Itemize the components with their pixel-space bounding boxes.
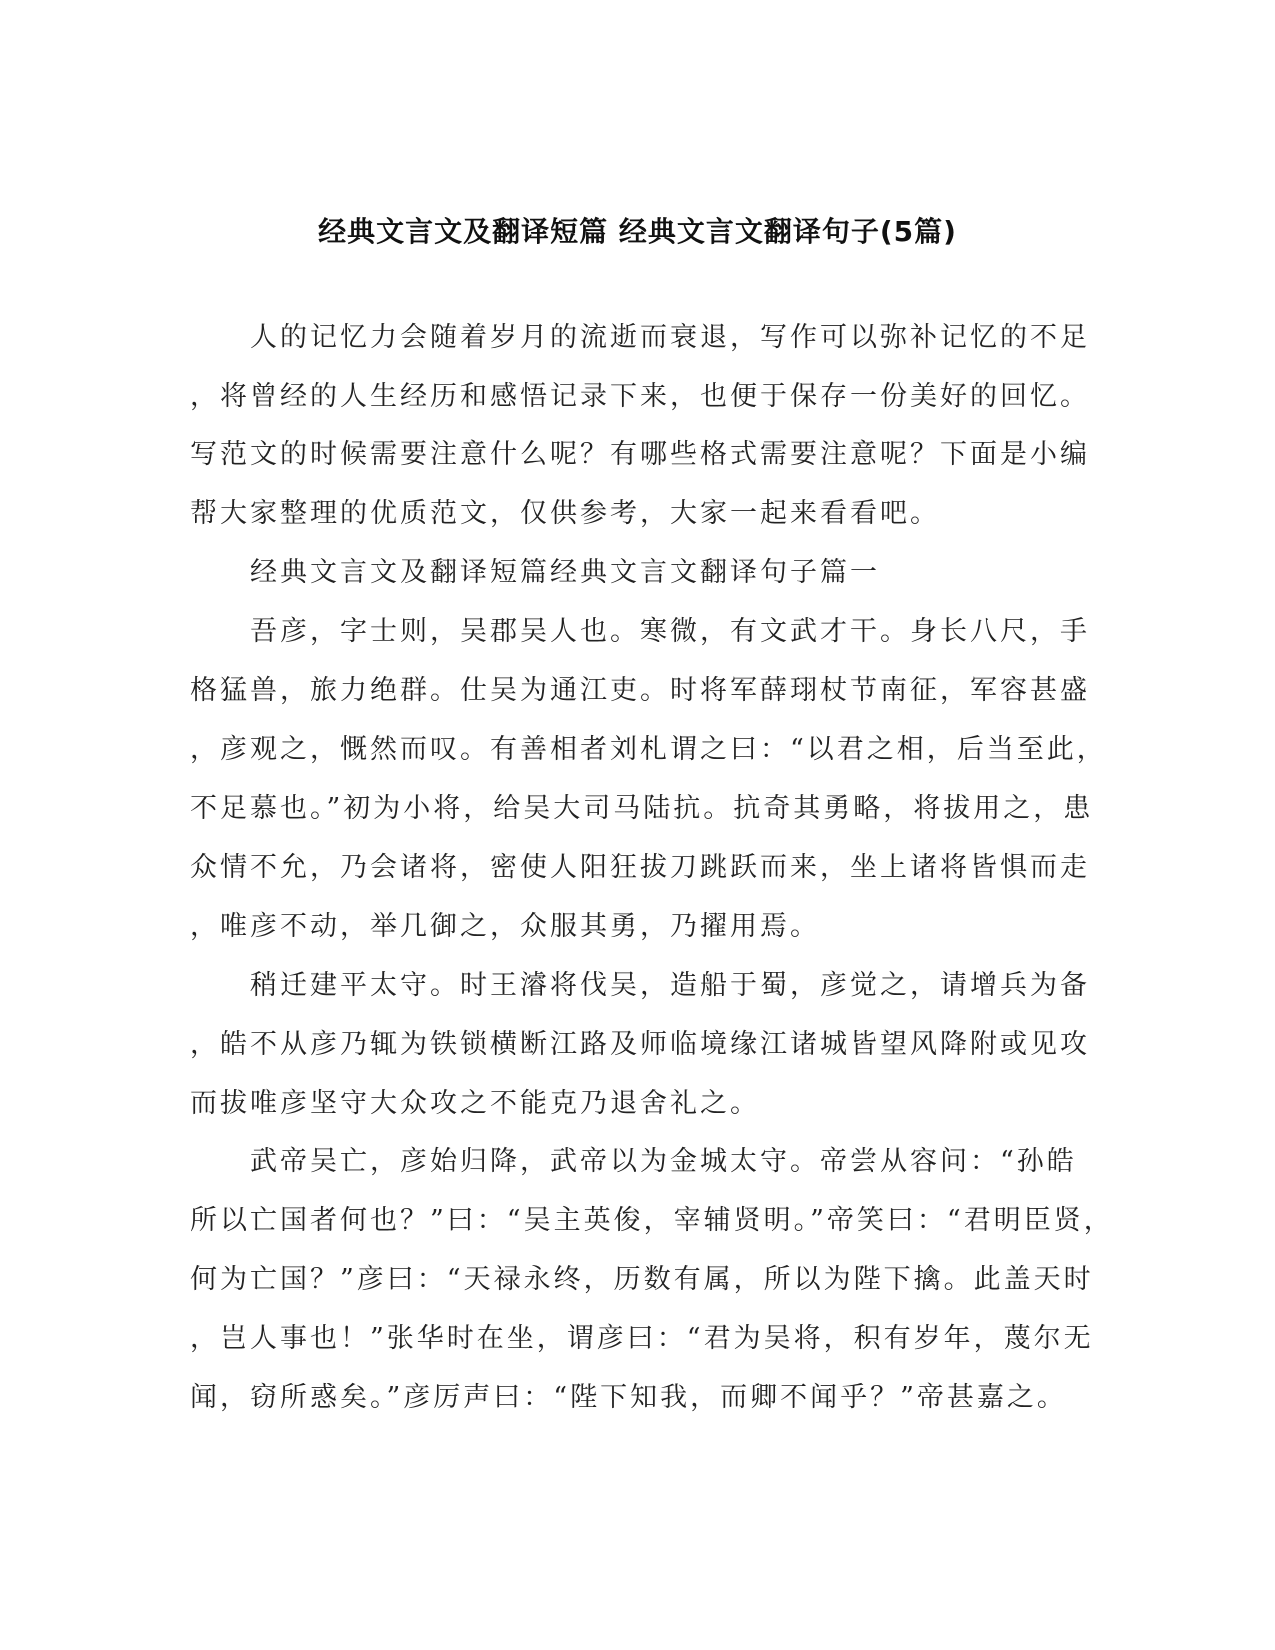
paragraph-line: ，彦观之，慨然而叹。有善相者刘札谓之曰：“以君之相，后当至此， bbox=[190, 734, 1107, 765]
paragraph-line: 格猛兽，旅力绝群。仕吴为通江吏。时将军薛珝杖节南征，军容甚盛 bbox=[190, 675, 1090, 706]
paragraph-line: 何为亡国？”彦曰：“天禄永终，历数有属，所以为陛下擒。此盖天时 bbox=[190, 1264, 1094, 1295]
paragraph-line: ，皓不从彦乃辄为铁锁横断江路及师临境缘江诸城皆望风降附或见攻 bbox=[190, 1029, 1090, 1060]
paragraph-line: 稍迁建平太守。时王濬将伐吴，造船于蜀，彦觉之，请增兵为备 bbox=[250, 970, 1090, 1001]
paragraph-line: 闻，窃所惑矣。”彦厉声曰：“陛下知我，而卿不闻乎？”帝甚嘉之。 bbox=[190, 1382, 1067, 1413]
paragraph-line: ，将曾经的人生经历和感悟记录下来，也便于保存一份美好的回忆。 bbox=[190, 381, 1090, 412]
document-title: 经典文言文及翻译短篇 经典文言文翻译句子(5篇) bbox=[318, 215, 957, 248]
paragraph-line: 武帝吴亡，彦始归降，武帝以为金城太守。帝尝从容问：“孙皓 bbox=[250, 1146, 1077, 1177]
paragraph-line: ，岂人事也！”张华时在坐，谓彦曰：“君为吴将，积有岁年，蔑尔无 bbox=[190, 1323, 1094, 1354]
paragraph-line: 吾彦，字士则，吴郡吴人也。寒微，有文武才干。身长八尺，手 bbox=[250, 616, 1090, 647]
paragraph-line: 而拔唯彦坚守大众攻之不能克乃退舍礼之。 bbox=[190, 1088, 760, 1119]
section-heading: 经典文言文及翻译短篇经典文言文翻译句子篇一 bbox=[250, 557, 880, 588]
paragraph-line: 众情不允，乃会诸将，密使人阳狂拔刀跳跃而来，坐上诸将皆惧而走 bbox=[190, 852, 1090, 883]
paragraph-line: 帮大家整理的优质范文，仅供参考，大家一起来看看吧。 bbox=[190, 498, 940, 529]
paragraph-line: ，唯彦不动，举几御之，众服其勇，乃擢用焉。 bbox=[190, 911, 820, 942]
paragraph-line: 写范文的时候需要注意什么呢？有哪些格式需要注意呢？下面是小编 bbox=[190, 439, 1090, 470]
paragraph-line: 所以亡国者何也？”曰：“吴主英俊，宰辅贤明。”帝笑曰：“君明臣贤， bbox=[190, 1205, 1114, 1236]
paragraph-line: 人的记忆力会随着岁月的流逝而衰退，写作可以弥补记忆的不足 bbox=[250, 322, 1090, 353]
paragraph-line: 不足慕也。”初为小将，给吴大司马陆抗。抗奇其勇略，将拔用之，患 bbox=[190, 793, 1094, 824]
